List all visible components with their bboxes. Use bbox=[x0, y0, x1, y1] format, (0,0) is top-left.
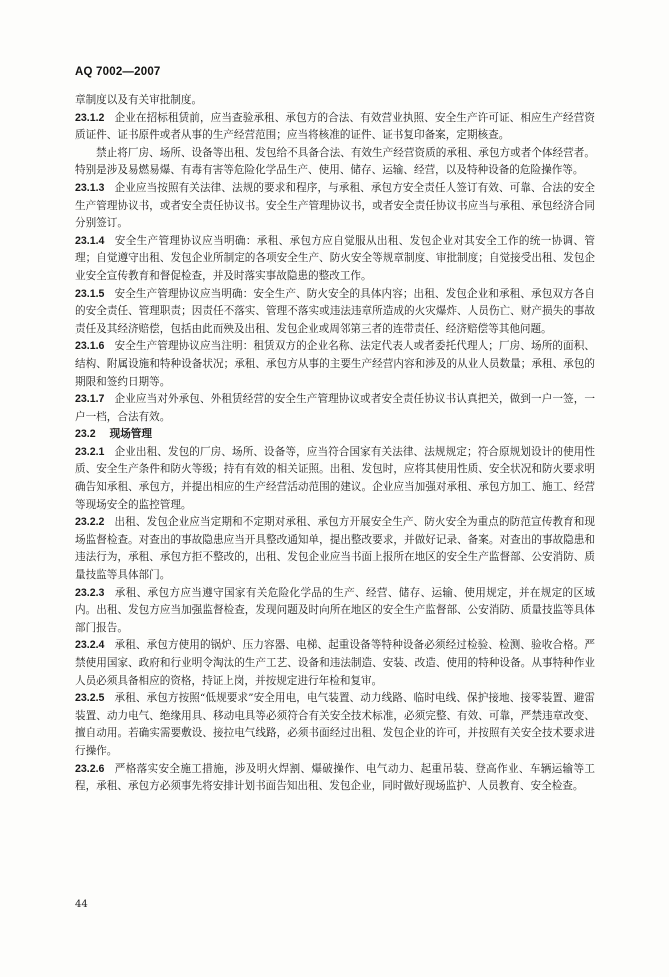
clause-number: 23.2.2 bbox=[75, 516, 105, 529]
clause-text: 章制度以及有关审批制度。 bbox=[75, 94, 203, 106]
clause-text: 安全生产管理协议应当明确：承租、承包方应自觉服从出租、发包企业对其安全工作的统一协调、管理；自觉遵守出租、发包企业所制定的各项安全生产、防火安全等规章制度、审批制度；自觉接受出租、发包企业安全宣传教育和督促检查，并及时落实事故隐患的整改工作。 bbox=[75, 234, 595, 282]
clause-paragraph bbox=[75, 145, 595, 180]
clause-text: 承租、承包方按照“低规要求”安全用电，电气装置、动力线路、临时电线、保护接地、接零装置、避雷装置、动力电气、绝缘用具、移动电具等必须符合有关安全技术标准，必须完整、有效、可靠，严禁违章改变、擅自动用。若确实需要敷设、接拉电气线路，必须书面经过出租、发包企业的许可，并按照有关安全技术要求进行操作。 bbox=[75, 692, 595, 757]
clause-paragraph bbox=[75, 637, 595, 690]
document-body bbox=[75, 92, 595, 796]
document-code: AQ 7002—2007 bbox=[75, 66, 161, 78]
clause-text: 承租、承包方使用的锅炉、压力容器、电梯、起重设备等特种设备必须经过检验、检测、验收合格。严禁使用国家、政府和行业明令淘汰的生产工艺、设备和违法制造、安装、改造、使用的特种设备。从事特种作业人员必须具备相应的资格，持证上岗，并按规定进行年检和复审。 bbox=[75, 639, 595, 687]
clause-paragraph bbox=[75, 391, 595, 426]
clause-paragraph bbox=[75, 233, 595, 286]
clause-text: 企业应当对外承包、外租赁经营的安全生产管理协议或者安全责任协议书认真把关，做到一户一签，一户一档，合法有效。 bbox=[75, 393, 595, 423]
clause-number: 23.2.4 bbox=[75, 639, 105, 652]
clause-text: 现场管理 bbox=[109, 428, 152, 441]
clause-number: 23.1.2 bbox=[75, 111, 105, 124]
clause-number: 23.2.1 bbox=[75, 445, 105, 458]
clause-text: 企业出租、发包的厂房、场所、设备等，应当符合国家有关法律、法规规定；符合原规划设计的使用性质、安全生产条件和防火等级；持有有效的相关证照。出租、发包时，应将其使用性质、安全状况和防火要求明确告知承租、承包方，并提出相应的生产经营活动范围的建议。企业应当加强对承租、承包方加工、施工、经营等现场安全的监控管理。 bbox=[75, 445, 595, 511]
clause-number: 23.1.4 bbox=[75, 234, 105, 247]
clause-paragraph bbox=[75, 761, 595, 796]
clause-number: 23.1.3 bbox=[75, 181, 105, 194]
clause-number: 23.1.5 bbox=[75, 287, 105, 300]
clause-text: 出租、发包企业应当定期和不定期对承租、承包方开展安全生产、防火安全为重点的防范宣传教育和现场监督检查。对查出的事故隐患应当开具整改通知单，提出整改要求，并做好记录、备案。对查出的事故隐患和违法行为，承租、承包方拒不整改的，出租、发包企业应当书面上报所在地区的安全生产监督部、公安消防、质量技监等具体部门。 bbox=[75, 516, 595, 582]
clause-text: 安全生产管理协议应当明确：安全生产、防火安全的具体内容；出租、发包企业和承租、承包双方各自的安全责任、管理职责；因责任不落实、管理不落实或违法违章所造成的火灾爆炸、人员伤亡、财产损失的事故责任及其经济赔偿，包括由此而殃及出租、发包企业或周邻第三者的连带责任、经济赔偿等其他问题。 bbox=[75, 287, 595, 335]
clause-number: 23.1.7 bbox=[75, 393, 105, 406]
clause-paragraph bbox=[75, 444, 595, 514]
page-number: 44 bbox=[75, 899, 88, 910]
section-heading bbox=[75, 426, 595, 444]
clause-text: 承租、承包方应当遵守国家有关危险化学品的生产、经营、储存、运输、使用规定，并在规定的区域内。出租、发包方应当加强监督检查，发现问题及时向所在地区的安全生产监督部、公安消防、质量技监等具体部门报告。 bbox=[75, 586, 595, 634]
clause-text: 严格落实安全施工措施，涉及明火焊割、爆破操作、电气动力、起重吊装、登高作业、车辆运输等工程，承租、承包方必须事先将安排计划书面告知出租、发包企业，同时做好现场监护、人员教育、安全检查。 bbox=[75, 762, 595, 793]
clause-paragraph bbox=[75, 180, 595, 233]
clause-number: 23.2.3 bbox=[75, 586, 105, 599]
clause-paragraph bbox=[75, 690, 595, 760]
clause-paragraph bbox=[75, 514, 595, 584]
clause-paragraph bbox=[75, 110, 595, 145]
clause-paragraph bbox=[75, 286, 595, 339]
clause-number: 23.2.6 bbox=[75, 762, 105, 775]
clause-number: 23.2 bbox=[75, 428, 96, 441]
clause-text: 禁止将厂房、场所、设备等出租、发包给不具备合法、有效生产经营资质的承租、承包方或者个体经营者。特别是涉及易燃易爆、有毒有害等危险化学品生产、使用、储存、运输、经营，以及特种设备的危险操作等。 bbox=[75, 146, 595, 177]
clause-paragraph bbox=[75, 92, 595, 110]
clause-number: 23.1.6 bbox=[75, 340, 105, 353]
clause-text: 企业应当按照有关法律、法规的要求和程序，与承租、承包方安全责任人签订有效、可靠、合法的安全生产管理协议书，或者安全责任协议书。安全生产管理协议书，或者安全责任协议书应当与承租、承包经济合同分别签订。 bbox=[75, 181, 595, 230]
clause-paragraph bbox=[75, 338, 595, 391]
clause-text: 安全生产管理协议应当注明：租赁双方的企业名称、法定代表人或者委托代理人；厂房、场所的面积、结构、附属设施和特种设备状况；承租、承包方从事的主要生产经营内容和涉及的从业人员数量；承租、承包的期限和签约日期等。 bbox=[75, 340, 595, 388]
clause-text: 企业在招标租赁前，应当查验承租、承包方的合法、有效营业执照、安全生产许可证、相应生产经营资质证件、证书原件或者从事的生产经营范围；应当将核准的证件、证书复印备案，定期核查。 bbox=[75, 111, 595, 142]
clause-paragraph bbox=[75, 585, 595, 638]
clause-number: 23.2.5 bbox=[75, 692, 105, 705]
